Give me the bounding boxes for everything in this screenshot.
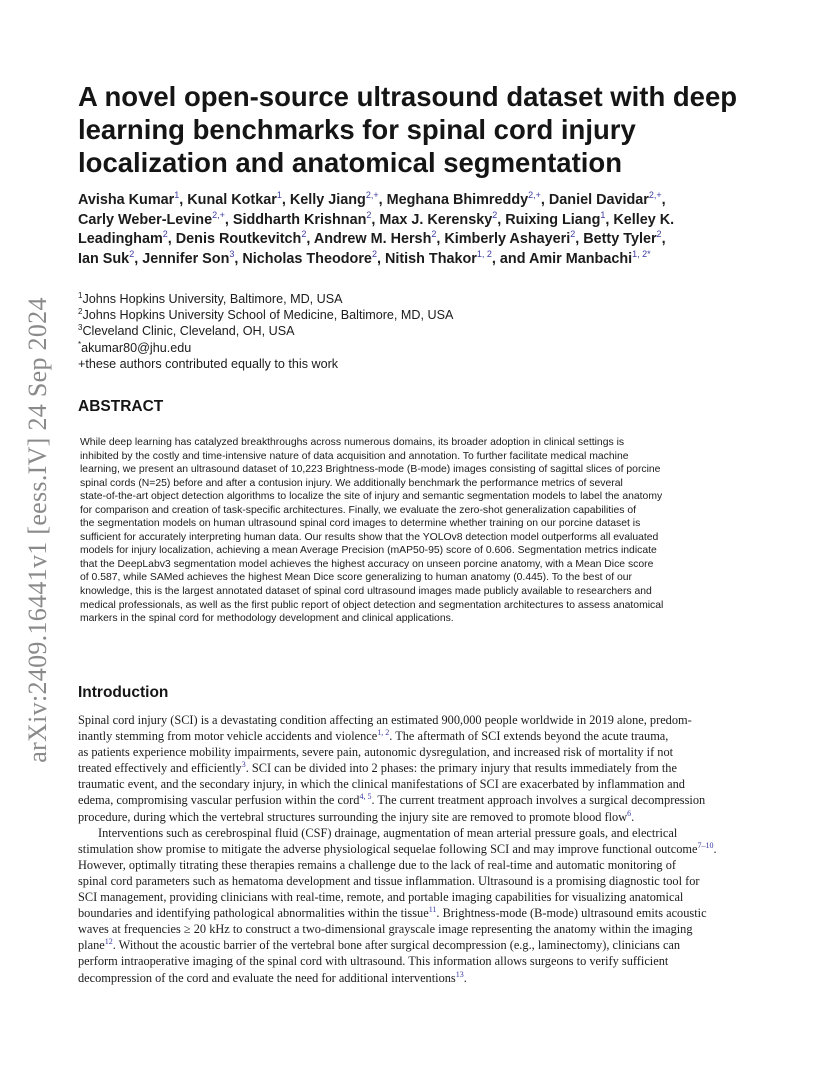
introduction-line [78,953,754,969]
author-separator: , [371,211,380,228]
author-name: Max J. Kerensky [379,211,493,228]
citation-ref: 11 [428,905,437,915]
affiliation-text: Johns Hopkins University, Baltimore, MD, USA [82,292,343,306]
affiliation-text: Cleveland Clinic, Cleveland, OH, USA [82,324,295,339]
abstract-line: markers in the spinal cord for methodology development and clinical applications. [80,613,454,625]
citation-ref: 4, 5 [359,792,372,802]
abstract-body [80,436,752,626]
line-text: procedure, during which the vertebral structures surrounding the injury site are removed to promote blood flow [78,809,628,824]
affiliation-mark: 2 [78,307,83,317]
affiliation-mark: * [78,339,82,349]
title-line: learning benchmarks for spinal cord injury [78,114,636,145]
author-affiliation-mark: 1 [276,190,282,200]
abstract-line: models for injury localization, achieving a mean Average Precision (mAP50-95) score of 0.606. Segmentation metrics indicate [80,545,657,557]
author-name: Daniel Davidar [548,192,649,208]
affiliation-item [78,323,678,339]
author-separator: , and [491,250,529,267]
author-name: Siddharth Krishnan [232,211,367,228]
abstract-line: spinal cords (N=25) before and after a contusion injury. We additionally benchmark the performance metrics of several [80,477,623,489]
introduction-line [78,825,754,841]
line-text: waves at frequencies ≥ 20 kHz to construct a two-dimensional grayscale image representing the anatomy within the imaging [78,922,693,937]
author-row [78,230,778,250]
author-separator: , [540,192,549,208]
line-text: decompression of the cord and evaluate the need for additional interventions [78,970,456,985]
author-affiliation-mark: 2,+ [528,190,541,200]
line-text: . [463,970,467,985]
line-text: However, optimally titrating these therapies remains a challenge due to the lack of real-time and automatic monitoring of [78,857,676,872]
introduction-line [78,937,754,953]
affiliation-item [78,307,678,323]
author-separator: , [306,231,314,247]
corresponding-email [78,340,678,356]
abstract-heading: ABSTRACT [78,398,164,415]
author-affiliation-mark: 2 [301,229,307,239]
affiliation-mark: 1 [78,291,83,300]
author-name: Kelley K. [613,211,675,228]
introduction-line [78,921,754,937]
citation-ref: 1, 2 [377,728,390,738]
affiliation-list [78,291,678,372]
author-affiliation-mark: 2,+ [365,190,379,200]
author-name: Ian Suk [78,250,130,267]
line-text: Spinal cord injury (SCI) is a devastating condition affecting an estimated 900,000 people worldwide in 2019 alone, predom- [78,713,692,727]
citation-ref: 13 [455,969,464,979]
author-name: Carly Weber-Levine [78,211,213,228]
author-separator: , [167,231,176,247]
author-row [78,191,778,211]
abstract-line: sufficient for accurately interpreting human data. Our results show that the YOLOv8 detection model outperforms all evaluated [80,531,659,543]
author-affiliation-mark: 2 [431,229,437,239]
line-text: . [713,841,717,856]
author-separator: , [234,250,243,267]
abstract-line: for comparison and creation of task-specific architectures. Finally, we evaluate the zero-shot generalization capabilities of [80,504,636,516]
author-name: Leadingham [78,231,163,247]
author-separator: , [378,192,387,208]
introduction-line [78,728,754,744]
introduction-line [78,776,754,792]
line-text: plane [78,938,105,953]
introduction-line [78,873,754,889]
line-text: boundaries and identifying pathological abnormalities within the tissue [78,906,429,921]
author-name: Denis Routkevitch [175,231,302,247]
line-text: . The current treatment approach involves a surgical decompression [371,793,706,808]
note-text: these authors contributed equally to this work [85,356,339,371]
equal-contribution-note [78,356,678,372]
citation-ref: 3 [241,760,246,770]
author-name: Jennifer Son [142,250,230,267]
introduction-line [78,744,754,760]
abstract-line: inhibited by the costly and time-intensive nature of data acquisition and annotation. To further facilitate medical machine [80,450,629,462]
introduction-line [78,841,754,857]
affiliation-mark: 3 [78,323,83,333]
abstract-line: learning, we present an ultrasound dataset of 10,223 Brightness-mode (B-mode) images consisting of sagittal slices of porcine [80,464,661,476]
citation-ref: 12 [104,937,113,947]
line-text: SCI management, providing clinicians with real-time, remote, and portable imaging capabilities for visualizing anatomical [78,890,684,905]
email-text: akumar80@jhu.edu [81,340,192,355]
author-row [78,211,778,231]
author-affiliation-mark: 2,+ [212,209,225,220]
line-text: perform intraoperative imaging of the spinal cord with ultrasound. This information allows surgeons to verify sufficient [78,954,669,969]
citation-ref: 7–10 [697,840,714,850]
author-name: Meghana Bhimreddy [386,192,529,208]
author-affiliation-mark: 1 [600,209,606,220]
title-line: A novel open-source ultrasound dataset with deep [78,81,738,112]
author-name: Ruixing Liang [505,211,601,228]
author-list [78,191,778,269]
abstract-line: of 0.587, while SAMed achieves the highest Mean Dice score generalizing to human anatomy (0.445). To the best of our [80,572,632,584]
abstract-line: knowledge, this is the largest annotated dataset of spinal cord ultrasound images made publicly available to researchers and [80,586,652,598]
line-text: inantly stemming from motor vehicle accidents and violence [78,729,378,744]
abstract-line: medical professionals, as well as the first public report of object detection and segmentation architectures to assess anatomical [80,599,664,611]
title-line: localization and anatomical segmentation [78,147,622,178]
affiliation-mark: + [78,356,86,371]
author-name: Betty Tyler [583,231,657,247]
author-name: Kimberly Ashayeri [444,231,571,247]
introduction-line [78,809,754,825]
author-name: Andrew M. Hersh [313,231,432,247]
author-row [78,250,778,270]
author-affiliation-mark: 2 [492,209,498,220]
line-text: . SCI can be divided into 2 phases: the primary injury that results immediately from the [245,761,677,776]
abstract-line: While deep learning has catalyzed breakthroughs across numerous domains, its broader adoption in clinical settings is [80,437,625,448]
author-separator: , [134,250,143,267]
author-affiliation-mark: 1, 2 [476,248,492,259]
line-text: as patients experience mobility impairments, severe pain, autonomic dysregulation, and increased risk of mortality if not [78,745,674,760]
author-separator: , [179,192,188,208]
author-separator: , [661,192,666,208]
line-text: . Brightness-mode (B-mode) ultrasound emits acoustic [436,906,707,921]
line-text: . Without the acoustic barrier of the vertebral bone after surgical decompression (e.g., laminectomy), clinicians can [112,938,681,953]
line-text: traumatic event, and the secondary injury, in which the clinical manifestations of SCI are exacerbated by inflammation and [78,777,685,792]
author-separator: , [605,211,614,228]
introduction-line [78,970,754,986]
author-affiliation-mark: 3 [229,248,235,259]
abstract-line: that the DeepLabv3 segmentation model achieves the highest accuracy on unseen porcine anatomy, with a Mean Dice score [80,558,654,570]
introduction-line [78,792,754,808]
author-name: Kunal Kotkar [187,192,277,208]
author-affiliation-mark: 2,+ [648,190,662,200]
introduction-line [78,889,754,905]
author-affiliation-mark: 2 [371,248,377,259]
line-text: stimulation show promise to mitigate the adverse physiological sequelae following SCI and may improve functional outcome [78,841,698,856]
author-affiliation-mark: 2 [366,209,372,220]
abstract-line: state-of-the-art object detection algorithms to localize the site of injury and semantic segmentation models to label the anatomy [80,491,663,503]
author-separator: , [497,211,506,228]
line-text: edema, compromising vascular perfusion within the cord [78,793,360,808]
author-name: Kelly Jiang [289,192,366,208]
introduction-line [78,760,754,776]
paper-title [78,80,768,179]
author-separator: , [575,231,584,247]
introduction-line [78,905,754,921]
citation-ref: 6 [627,808,632,818]
line-text: . [631,809,635,824]
author-affiliation-mark: 2 [570,229,576,239]
introduction-heading: Introduction [78,684,169,701]
introduction-line [78,857,754,873]
author-name: Avisha Kumar [78,192,175,208]
author-separator: , [661,231,666,247]
introduction-body [78,712,754,986]
arxiv-identifier-text: arXiv:2409.16441v1 [eess.IV] 24 Sep 2024 [23,297,52,763]
line-text: treated effectively and efficiently [78,761,242,776]
author-name: Nicholas Theodore [242,250,372,267]
introduction-line [78,712,754,728]
author-separator: , [376,250,385,267]
line-text: spinal cord parameters such as hematoma development and tissue inflammation. Ultrasound is a promising diagnostic tool for [78,873,700,888]
author-affiliation-mark: 2 [129,248,135,259]
author-separator: , [436,231,445,247]
author-name: Nitish Thakor [384,250,477,267]
author-name: Amir Manbachi [528,250,633,267]
affiliation-text: Johns Hopkins University School of Medicine, Baltimore, MD, USA [82,308,454,323]
author-affiliation-mark: 2 [656,229,662,239]
line-text: Interventions such as cerebrospinal fluid (CSF) drainage, augmentation of mean arterial pressure goals, and electrical [98,825,678,840]
line-text: . The aftermath of SCI extends beyond the acute trauma, [389,729,669,744]
arxiv-identifier-stamp [18,285,58,775]
affiliation-item [78,291,678,307]
author-affiliation-mark: 1 [174,190,180,200]
abstract-line: the segmentation models on human ultrasound spinal cord images to determine whether training on our porcine dataset is [80,518,641,530]
author-affiliation-mark: 1, 2* [632,248,651,259]
author-separator: , [224,211,233,228]
author-separator: , [281,192,290,208]
author-affiliation-mark: 2 [162,229,168,239]
